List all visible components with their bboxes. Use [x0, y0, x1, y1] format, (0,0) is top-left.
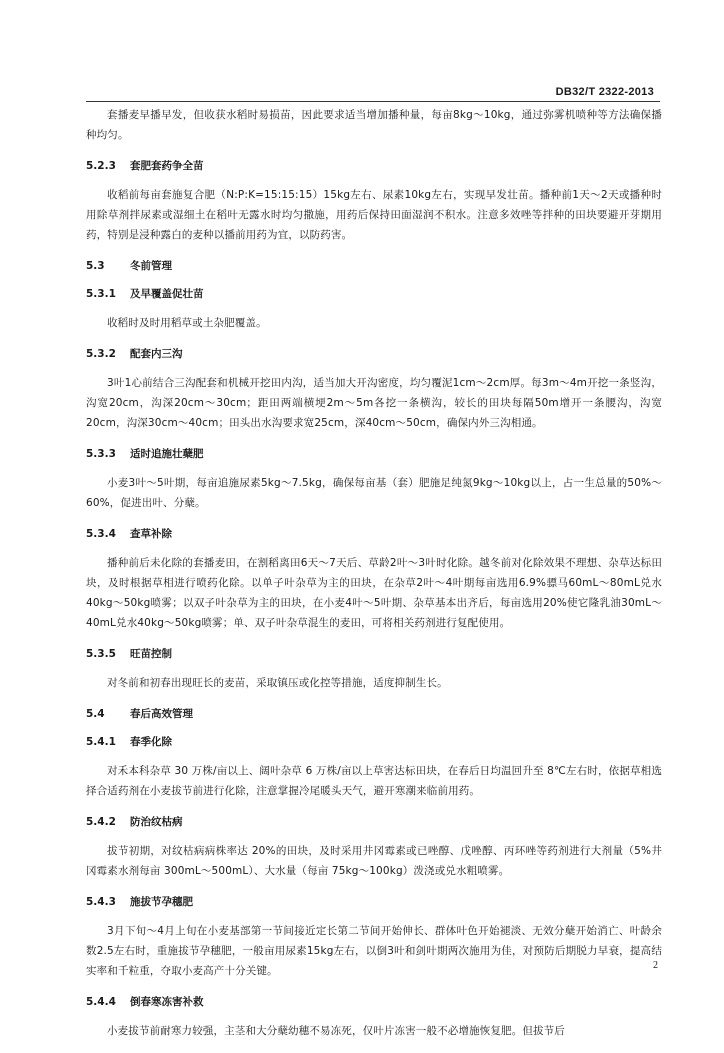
body-paragraph: 收稻前每亩套施复合肥（N:P:K=15:15:15）15kg左右、尿素10kg左右，实现早发壮苗。播种前1天～2天或播种时用除草剂拌尿素或湿细土在稻叶无露水时均匀撒施，用药后保持田面湿润不积水。注意多效唑等拌种的田块要避开芽期用药，特别是浸种露白的麦种以播前用药为宜，以防药害。	[86, 189, 662, 241]
section-heading	[86, 345, 662, 363]
section-heading	[86, 445, 662, 463]
standard-code: DB32/T 2322-2013	[555, 86, 654, 98]
body-paragraph: 收稻时及时用稻草或土杂肥覆盖。	[107, 317, 267, 329]
section-title: 施拔节孕穗肥	[130, 896, 193, 908]
section-number: 5.4.3	[86, 896, 116, 908]
section-title: 春季化除	[130, 736, 172, 748]
section-title: 配套内三沟	[130, 348, 183, 360]
body-paragraph: 3叶1心前结合三沟配套和机械开挖田内沟，适当加大开沟密度，均匀覆泥1cm～2cm厚。每3m～4m开挖一条竖沟，沟宽20cm，沟深20cm～30cm；距田两端横埂2m～5m各挖一条横沟，较长的田块每隔50m增开一条腰沟，沟宽20cm，沟深30cm～40cm；田头出水沟要求宽25cm，深40cm～50cm，确保内外三沟相通。	[86, 377, 662, 429]
section-number: 5.4.1	[86, 736, 116, 748]
section-title: 套肥套药争全苗	[130, 160, 204, 172]
section-title: 倒春寒冻害补救	[130, 996, 204, 1008]
section-heading	[86, 813, 662, 831]
section-number: 5.4.2	[86, 816, 116, 828]
body-paragraph: 播种前后未化除的套播麦田，在割稻离田6天～7天后、草龄2叶～3叶时化除。越冬前对化除效果不理想、杂草达标田块，及时根据草相进行喷药化除。以单子叶杂草为主的田块，在杂草2叶～4叶期每亩选用6.9%骠马60mL～80mL兑水40kg～50kg喷雾；以双子叶杂草为主的田块，在小麦4叶～5叶期、杂草基本出齐后，每亩选用20%使它隆乳油30mL～40mL兑水40kg～50kg喷雾；单、双子叶杂草混生的麦田，可将相关药剂进行复配使用。	[86, 557, 662, 629]
section-title: 查草补除	[130, 528, 172, 540]
section-number: 5.3	[86, 260, 105, 272]
section-number: 5.3.4	[86, 528, 116, 540]
section-title: 春后高效管理	[130, 708, 193, 720]
section-heading	[86, 285, 662, 303]
section-heading	[86, 525, 662, 543]
body-paragraph: 小麦3叶～5叶期，每亩追施尿素5kg～7.5kg，确保每亩基（套）肥施足纯氮9kg～10kg以上，占一生总量的50%～60%，促进出叶、分蘖。	[86, 477, 662, 509]
section-heading	[86, 257, 662, 275]
body-paragraph: 3月下旬～4月上旬在小麦基部第一节间接近定长第二节间开始伸长、群体叶色开始褪淡、无效分蘖开始消亡、叶龄余数2.5左右时，重施拔节孕穗肥，一般亩用尿素15kg左右，以倒3叶和剑叶期两次施用为佳，对预防后期脱力早衰，提高结实率和千粒重，夺取小麦高产十分关键。	[86, 925, 662, 977]
section-number: 5.4.4	[86, 996, 116, 1008]
body-paragraph: 套播麦早播早发，但收获水稻时易损苗，因此要求适当增加播种量，每亩8kg～10kg，通过弥雾机喷种等方法确保播种均匀。	[86, 109, 662, 141]
document-body	[86, 105, 662, 1053]
section-number: 5.2.3	[86, 160, 116, 172]
section-number: 5.3.1	[86, 288, 116, 300]
header-divider	[86, 101, 660, 102]
page-number: 2	[653, 960, 658, 971]
section-number: 5.3.2	[86, 348, 116, 360]
section-number: 5.3.3	[86, 448, 116, 460]
section-title: 适时追施壮蘖肥	[130, 448, 204, 460]
section-title: 防治纹枯病	[130, 816, 183, 828]
body-paragraph: 对冬前和初春出现旺长的麦苗，采取镇压或化控等措施，适度抑制生长。	[107, 677, 448, 689]
section-number: 5.4	[86, 708, 105, 720]
section-heading	[86, 733, 662, 751]
section-title: 及早覆盖促壮苗	[130, 288, 204, 300]
body-paragraph: 拔节初期，对纹枯病病株率达 20%的田块，及时采用井冈霉素或已唑醇、戊唑醇、丙环唑等药剂进行大剂量（5%井冈霉素水剂每亩 300mL～500mL）、大水量（每亩 75kg～100kg）泼浇或兑水粗喷雾。	[86, 845, 662, 877]
section-number: 5.3.5	[86, 648, 116, 660]
section-title: 冬前管理	[130, 260, 172, 272]
body-paragraph: 小麦拔节前耐寒力较强，主茎和大分蘖幼穗不易冻死，仅叶片冻害一般不必增施恢复肥。但拔节后	[107, 1025, 565, 1037]
section-heading	[86, 705, 662, 723]
section-heading	[86, 993, 662, 1011]
section-heading	[86, 893, 662, 911]
section-title: 旺苗控制	[130, 648, 172, 660]
section-heading	[86, 157, 662, 175]
section-heading	[86, 645, 662, 663]
body-paragraph: 对禾本科杂草 30 万株/亩以上、阔叶杂草 6 万株/亩以上草害达标田块，在春后日均温回升至 8℃左右时，依据草相选择合适药剂在小麦拔节前进行化除，注意掌握冷尾暖头天气，避开寒潮来临前用药。	[86, 765, 662, 797]
